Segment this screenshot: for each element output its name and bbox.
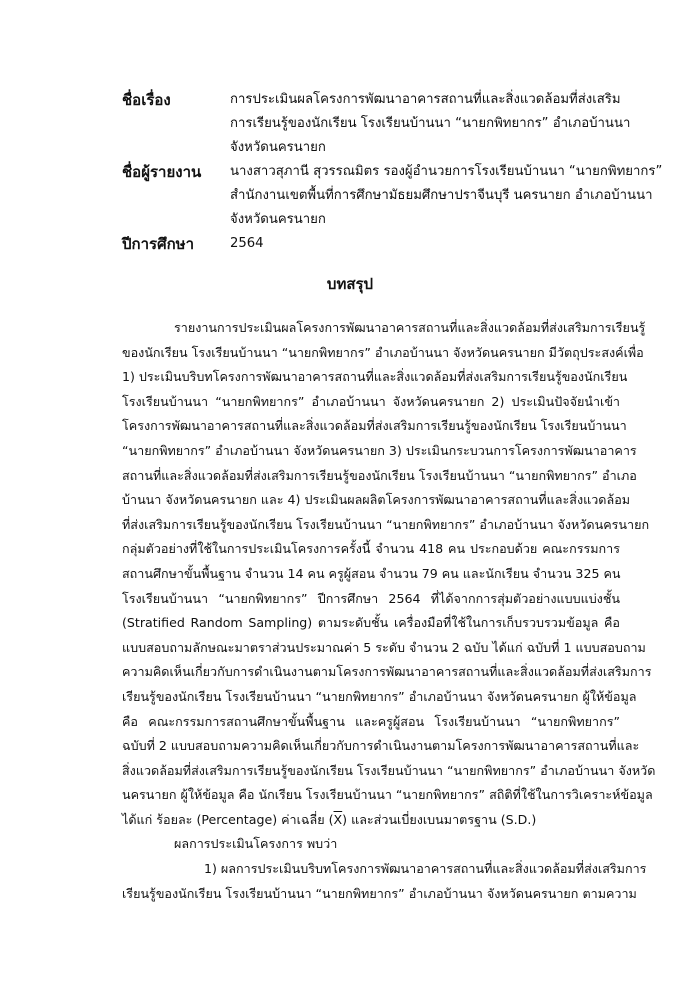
abstract-line: สถานศึกษาขั้นพื้นฐาน จำนวน 14 คน ครูผู้สอน จำนวน 79 คน และนักเรียน จำนวน 325 คน — [122, 565, 621, 581]
title-value — [230, 88, 640, 160]
abstract-line: แบบสอบถามลักษณะมาตราส่วนประมาณค่า 5 ระดับ จำนวน 2 ฉบับ ได้แก่ ฉบับที่ 1 แบบสอบถาม — [122, 639, 646, 655]
abstract-line: กลุ่มตัวอย่างที่ใช้ในการประเมินโครงการครั้งนี้ จำนวน 418 คน ประกอบด้วย คณะกรรมการ — [122, 541, 620, 557]
abstract-line: “นายกพิทยากร” อำเภอบ้านนา จังหวัดนครนายก 3) ประเมินกระบวนการโครงการพัฒนาอาคาร — [122, 442, 637, 458]
abstract-line: 1) ประเมินบริบทโครงการพัฒนาอาคารสถานที่และสิ่งแวดล้อมที่ส่งเสริมการเรียนรู้ของนักเรียน — [122, 369, 628, 385]
result-line: เรียนรู้ของนักเรียน โรงเรียนบ้านนา “นายกพิทยากร” อำเภอบ้านนา จังหวัดนครนายก ตามความ — [122, 885, 637, 901]
title-line: การเรียนรู้ของนักเรียน โรงเรียนบ้านนา “นายกพิทยากร” อำเภอบ้านนา — [230, 116, 631, 131]
abstract-line: บ้านนา จังหวัดนครนายก และ 4) ประเมินผลผลิตโครงการพัฒนาอาคารสถานที่และสิ่งแวดล้อม — [122, 492, 631, 508]
abstract-line: โรงเรียนบ้านนา “นายกพิทยากร” ปีการศึกษา 2564 ที่ได้จากการสุ่มตัวอย่างแบบแบ่งชั้น — [122, 590, 620, 606]
results-intro: ผลการประเมินโครงการ พบว่า — [174, 836, 338, 852]
abstract-heading: บทสรุป — [326, 275, 374, 293]
abstract-line: (Stratified Random Sampling) ตามระดับชั้น เครื่องมือที่ใช้ในการเก็บรวบรวมข้อมูล คือ — [122, 615, 620, 631]
abstract-line: รายงานการประเมินผลโครงการพัฒนาอาคารสถานที่และสิ่งแวดล้อมที่ส่งเสริมการเรียนรู้ — [174, 320, 646, 335]
abstract-line: โรงเรียนบ้านนา “นายกพิทยากร” อำเภอบ้านนา จังหวัดนครนายก 2) ประเมินปัจจัยนำเข้า — [122, 393, 620, 409]
abstract-line: เรียนรู้ของนักเรียน โรงเรียนบ้านนา “นายกพิทยากร” อำเภอบ้านนา จังหวัดนครนายก ผู้ให้ข้อมูล — [122, 688, 637, 704]
statistics-text-post: ) และส่วนเบี่ยงเบนมาตรฐาน (S.D.) — [342, 811, 537, 827]
author-label: ชื่อผู้รายงาน — [122, 163, 202, 181]
abstract-line: ความคิดเห็นเกี่ยวกับการดำเนินงานตามโครงการพัฒนาอาคารสถานที่และสิ่งแวดล้อมที่ส่งเสริมการ — [122, 664, 652, 680]
abstract-line: ฉบับที่ 2 แบบสอบถามความคิดเห็นเกี่ยวกับการดำเนินงานตามโครงการพัฒนาอาคารสถานที่และ — [122, 738, 640, 754]
title-line: จังหวัดนครนายก — [230, 140, 326, 155]
year-value — [230, 232, 640, 256]
year-text: 2564 — [230, 236, 264, 251]
abstract-line: คือ คณะกรรมการสถานศึกษาขั้นพื้นฐาน และครูผู้สอน โรงเรียนบ้านนา “นายกพิทยากร” — [122, 713, 620, 729]
title-line: การประเมินผลโครงการพัฒนาอาคารสถานที่และสิ่งแวดล้อมที่ส่งเสริม — [230, 92, 621, 107]
abstract-line: โครงการพัฒนาอาคารสถานที่และสิ่งแวดล้อมที่ส่งเสริมการเรียนรู้ของนักเรียน โรงเรียนบ้านนา — [122, 418, 627, 434]
author-value — [230, 160, 663, 232]
result-line: 1) ผลการประเมินบริบทโครงการพัฒนาอาคารสถานที่และสิ่งแวดล้อมที่ส่งเสริมการ — [204, 861, 647, 877]
abstract-line: สิ่งแวดล้อมที่ส่งเสริมการเรียนรู้ของนักเรียน โรงเรียนบ้านนา “นายกพิทยากร” อำเภอบ้านนา จังหวัด — [122, 762, 656, 778]
abstract-line: ที่ส่งเสริมการเรียนรู้ของนักเรียน โรงเรียนบ้านนา “นายกพิทยากร” อำเภอบ้านนา จังหวัดนครนายก — [122, 516, 650, 532]
abstract-line: นครนายก ผู้ให้ข้อมูล คือ นักเรียน โรงเรียนบ้านนา “นายกพิทยากร” สถิติที่ใช้ในการวิเคราะห์ข้อมูล — [122, 787, 653, 803]
year-label: ปีการศึกษา — [122, 235, 194, 253]
abstract-body — [122, 316, 656, 906]
author-line: สำนักงานเขตพื้นที่การศึกษามัธยมศึกษาปราจีนบุรี นครนายก อำเภอบ้านนา — [230, 188, 653, 203]
title-label: ชื่อเรื่อง — [122, 91, 171, 109]
statistics-text-pre: ได้แก่ ร้อยละ (Percentage) ค่าเฉลี่ย ( — [122, 811, 334, 827]
abstract-line: ของนักเรียน โรงเรียนบ้านนา “นายกพิทยากร” อำเภอบ้านนา จังหวัดนครนายก มีวัตถุประสงค์เพื่อ — [122, 344, 644, 360]
abstract-line: สถานที่และสิ่งแวดล้อมที่ส่งเสริมการเรียนรู้ของนักเรียน โรงเรียนบ้านนา “นายกพิทยากร” อำเภอ — [122, 467, 637, 483]
author-line: จังหวัดนครนายก — [230, 212, 326, 227]
author-line: นางสาวสุภานี สุวรรณมิตร รองผู้อำนวยการโรงเรียนบ้านนา “นายกพิทยากร” — [230, 164, 663, 179]
mean-symbol: $\overline{X}$ — [333, 811, 343, 827]
statistics-line — [122, 808, 620, 833]
